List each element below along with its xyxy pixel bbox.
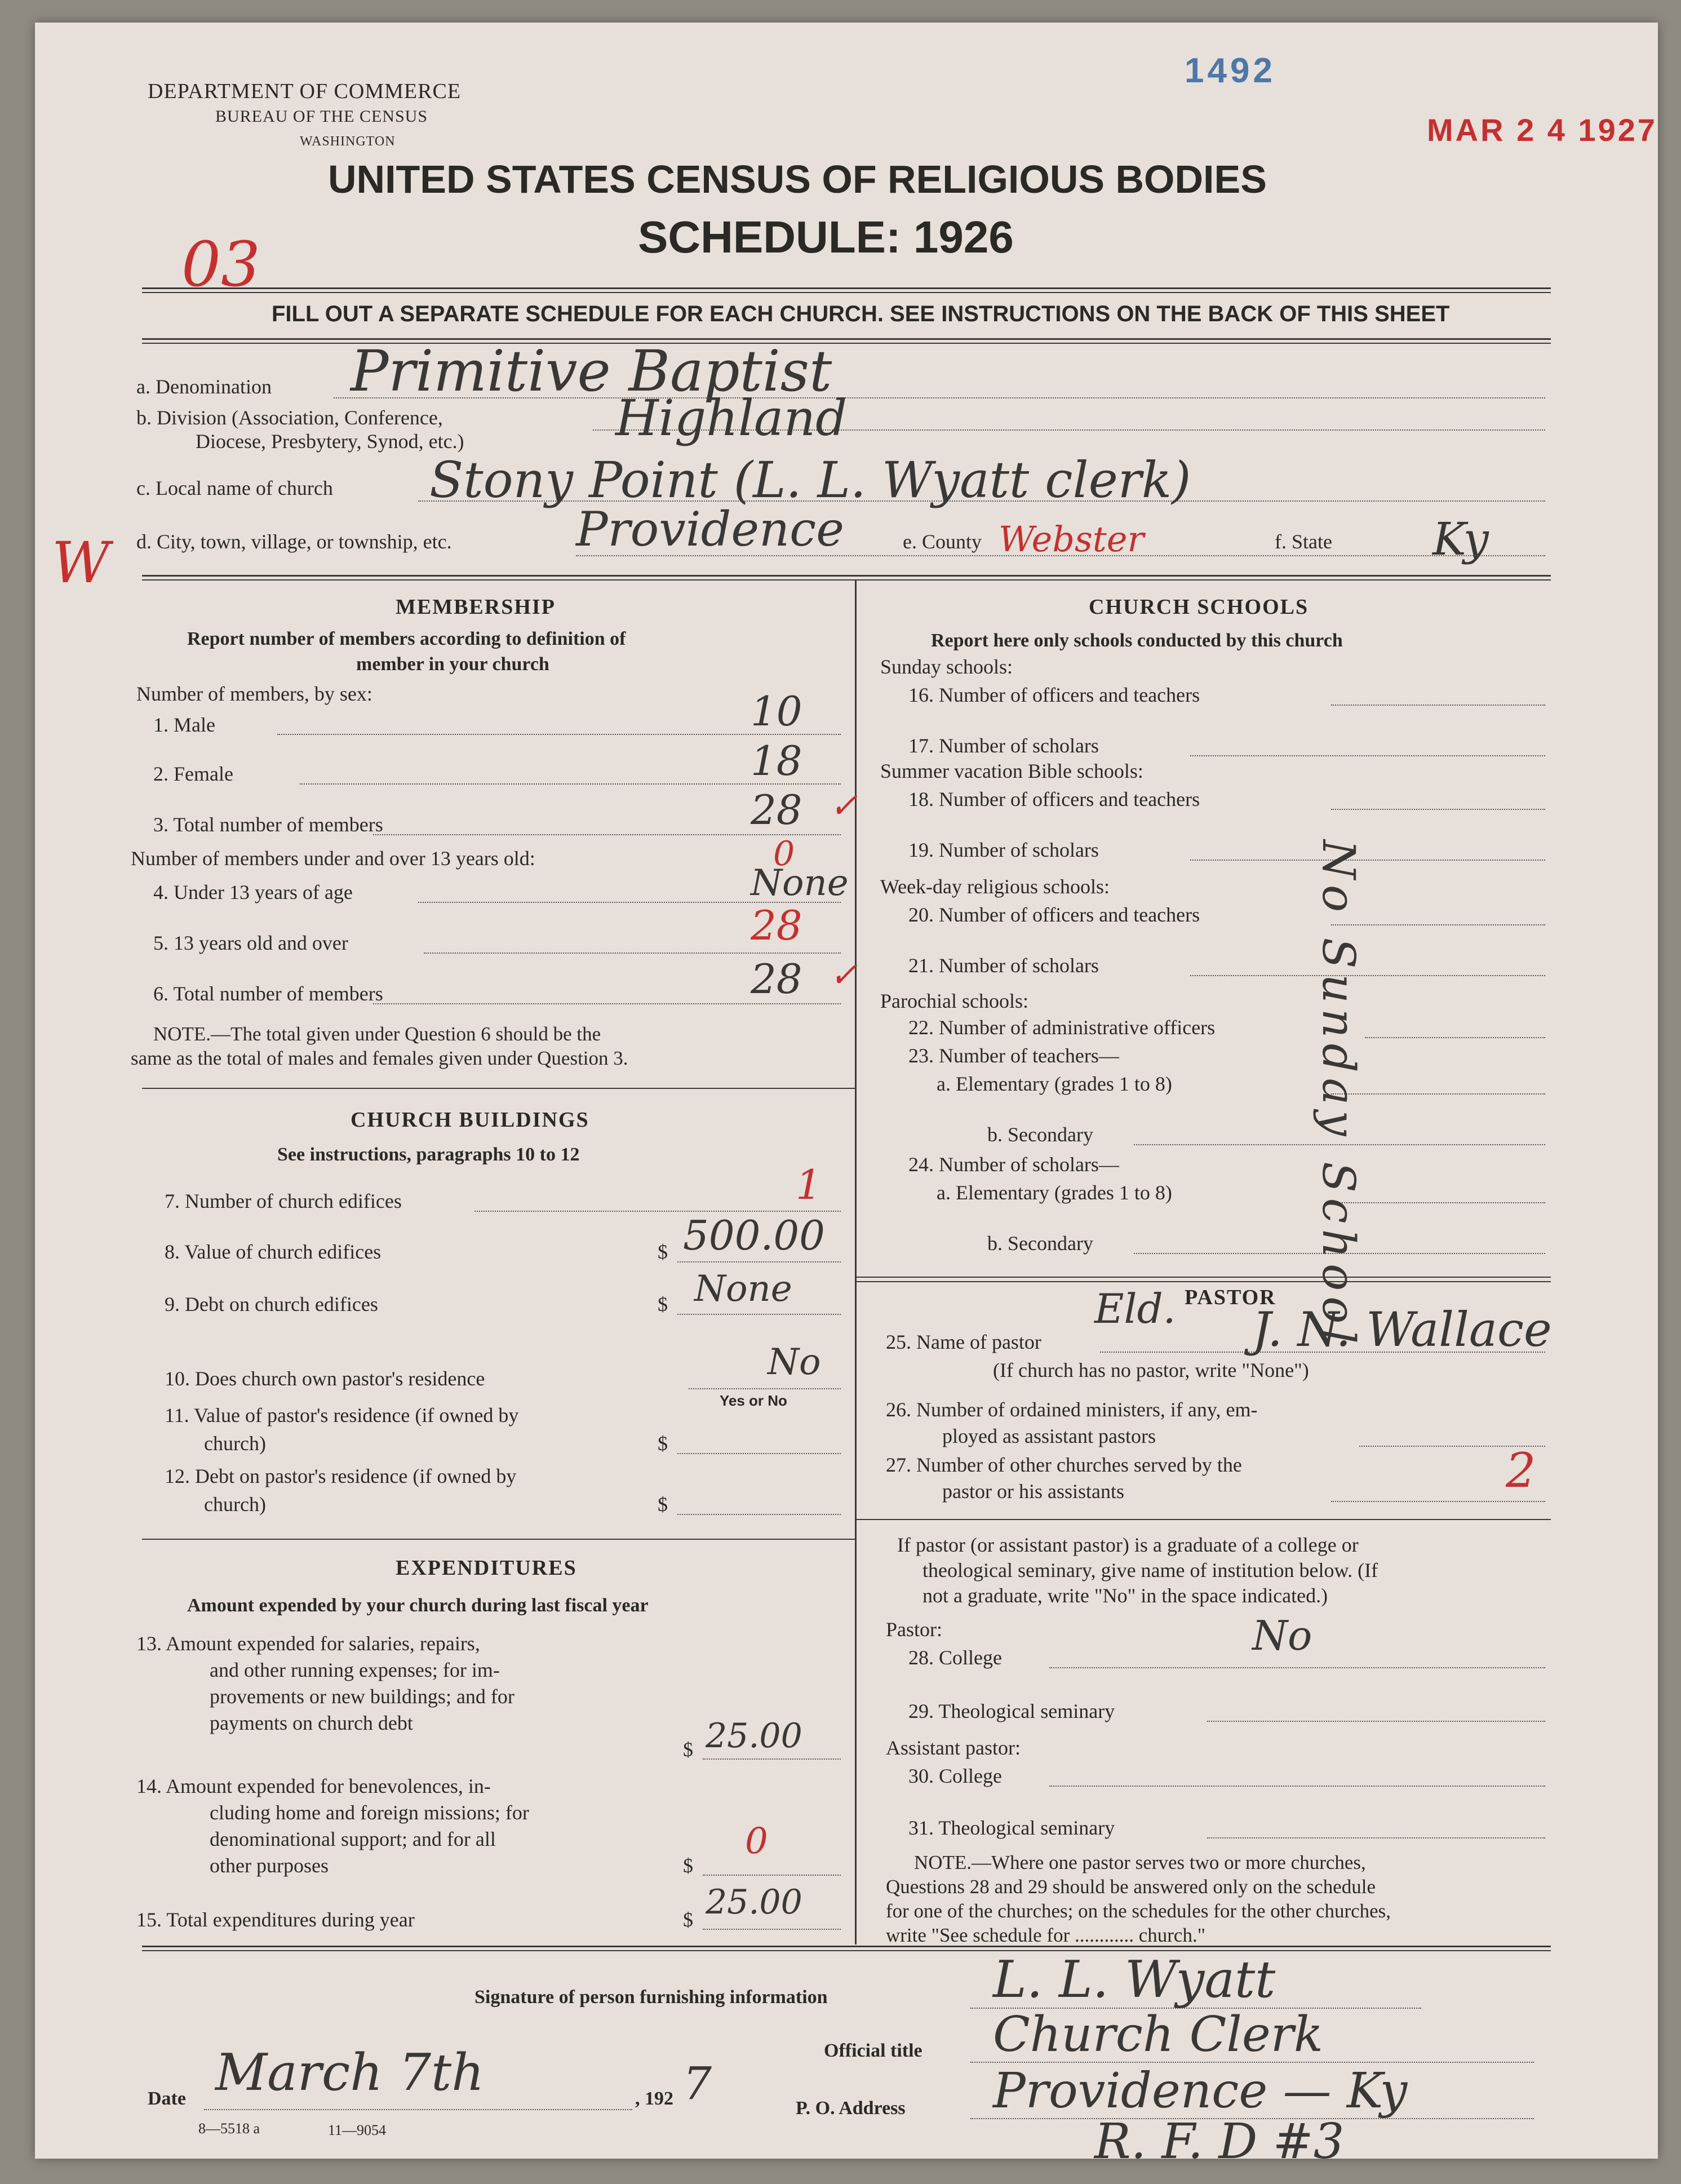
q7-value: 1 (796, 1161, 822, 1208)
q21-label: 21. Number of scholars (908, 954, 1099, 977)
q15-value: 25.00 (706, 1882, 802, 1922)
local-name-value: Stony Point (L. L. Wyatt clerk) (429, 451, 1191, 509)
pastor-heading: PASTOR (1185, 1286, 1276, 1309)
q13-value: 25.00 (706, 1716, 802, 1756)
q24b-label: b. Secondary (987, 1232, 1093, 1255)
q15-dollar: $ (683, 1908, 693, 1931)
expenditures-heading: EXPENDITURES (396, 1556, 577, 1580)
q23-label: 23. Number of teachers— (908, 1044, 1119, 1067)
membership-heading: MEMBERSHIP (396, 595, 556, 619)
q2-label: 2. Female (153, 763, 233, 785)
q10-label: 10. Does church own pastor's residence (165, 1367, 485, 1390)
local-name-label: c. Local name of church (136, 477, 333, 499)
age-group-label: Number of members under and over 13 years old: (131, 847, 535, 870)
handwritten-code: 03 (181, 228, 260, 300)
received-date-stamp: MAR 2 4 1927 (1427, 112, 1658, 148)
q28-value: No (1252, 1612, 1312, 1659)
q14-dollar: $ (683, 1854, 693, 1877)
graduate-note-2: theological seminary, give name of institution below. (If (922, 1559, 1378, 1581)
q3-label: 3. Total number of members (153, 813, 383, 836)
membership-intro-2: member in your church (356, 654, 549, 675)
city-heading: WASHINGTON (300, 134, 396, 149)
q26-label-2: ployed as assistant pastors (942, 1425, 1156, 1447)
q23b-label: b. Secondary (987, 1123, 1093, 1146)
membership-note-1: NOTE.—The total given under Question 6 should be the (153, 1023, 601, 1045)
po-address-value: Providence — Ky (993, 2063, 1408, 2119)
q11-label-2: church) (204, 1432, 266, 1455)
q25-hint: (If church has no pastor, write "None") (993, 1359, 1309, 1381)
q13-label-4: payments on church debt (210, 1712, 413, 1734)
year-suffix: 7 (683, 2057, 712, 2110)
parochial-schools-label: Parochial schools: (880, 990, 1028, 1012)
q6-value: 28 (751, 955, 802, 1003)
q31-label: 31. Theological seminary (908, 1817, 1115, 1839)
q3-value: 28 (751, 786, 802, 834)
q29-label: 29. Theological seminary (908, 1700, 1115, 1722)
q27-label-2: pastor or his assistants (942, 1480, 1124, 1503)
q14-label-2: cluding home and foreign missions; for (210, 1801, 529, 1824)
q1-value: 10 (751, 688, 802, 735)
q27-value: 2 (1506, 1443, 1536, 1498)
margin-mark: W (52, 530, 110, 596)
yes-or-no-hint: Yes or No (720, 1392, 787, 1409)
form-title: UNITED STATES CENSUS OF RELIGIOUS BODIES (328, 157, 1267, 201)
q25-label: 25. Name of pastor (886, 1331, 1041, 1353)
q4-value: None (751, 862, 849, 904)
state-label: f. State (1275, 530, 1332, 553)
q20-label: 20. Number of officers and teachers (908, 903, 1200, 926)
instruction-banner: FILL OUT A SEPARATE SCHEDULE FOR EACH CHURCH. SEE INSTRUCTIONS ON THE BACK OF THIS SHEET (272, 302, 1450, 326)
q13-label-1: 13. Amount expended for salaries, repairs, (136, 1632, 480, 1655)
assistant-pastor-label: Assistant pastor: (886, 1736, 1021, 1759)
q11-dollar: $ (658, 1432, 668, 1455)
division-label: b. Division (Association, Conference, (136, 406, 443, 429)
q13-label-3: provements or new buildings; and for (210, 1685, 514, 1708)
pastor-note-3: for one of the churches; on the schedules for the other churches, (886, 1900, 1391, 1922)
church-buildings-heading: CHURCH BUILDINGS (351, 1108, 589, 1132)
state-value: Ky (1432, 513, 1489, 565)
q14-value: 0 (745, 1820, 768, 1862)
q24-label: 24. Number of scholars— (908, 1153, 1119, 1176)
q14-label-1: 14. Amount expended for benevolences, in- (136, 1775, 491, 1797)
po-address-label: P. O. Address (796, 2098, 906, 2119)
q13-label-2: and other running expenses; for im- (210, 1659, 500, 1681)
q2-value: 18 (751, 737, 802, 785)
q9-label: 9. Debt on church edifices (165, 1293, 378, 1315)
q14-label-4: other purposes (210, 1854, 329, 1877)
division-label-2: Diocese, Presbytery, Synod, etc.) (196, 430, 464, 453)
denomination-label: a. Denomination (136, 375, 272, 398)
q8-label: 8. Value of church edifices (165, 1241, 382, 1263)
rural-route: R. F. D #3 (1094, 2114, 1345, 2159)
pastor-title: Eld. (1094, 1285, 1176, 1332)
division-value: Highland (615, 389, 848, 447)
q5-label: 5. 13 years old and over (153, 932, 348, 954)
q6-label: 6. Total number of members (153, 982, 383, 1005)
q28-label: 28. College (908, 1646, 1002, 1669)
membership-note-2: same as the total of males and females given under Question 3. (131, 1047, 628, 1069)
county-label: e. County (903, 530, 982, 553)
department-heading: DEPARTMENT OF COMMERCE (148, 79, 462, 103)
q1-label: 1. Male (153, 714, 215, 736)
q19-label: 19. Number of scholars (908, 839, 1099, 861)
signature-value: L. L. Wyatt (993, 1950, 1276, 2009)
official-title-label: Official title (824, 2040, 922, 2061)
q15-label: 15. Total expenditures during year (136, 1908, 415, 1931)
pastor-note-2: Questions 28 and 29 should be answered only on the schedule (886, 1876, 1376, 1898)
pastor-note-1: NOTE.—Where one pastor serves two or more churches, (914, 1851, 1366, 1873)
year-prefix: , 192 (635, 2088, 673, 2109)
q30-label: 30. College (908, 1765, 1002, 1787)
q22-label: 22. Number of administrative officers (908, 1016, 1216, 1039)
expenditures-intro: Amount expended by your church during last fiscal year (187, 1595, 649, 1616)
form-code: 8—5518 a (198, 2120, 260, 2137)
q9-dollar: $ (658, 1293, 668, 1315)
q13-dollar: $ (683, 1738, 693, 1761)
no-sunday-school-note: No Sunday School (1312, 840, 1365, 1350)
pastor-note-4: write "See schedule for ............ church." (886, 1924, 1206, 1946)
membership-intro-1: Report number of members according to definition of (187, 628, 626, 649)
official-title-value: Church Clerk (993, 2006, 1324, 2063)
q27-label: 27. Number of other churches served by the (886, 1454, 1242, 1476)
city-value: Providence (576, 502, 844, 557)
q12-dollar: $ (658, 1493, 668, 1516)
graduate-note-1: If pastor (or assistant pastor) is a graduate of a college or (897, 1534, 1359, 1556)
q3-check: ✓ (830, 786, 858, 826)
bureau-heading: BUREAU OF THE CENSUS (215, 107, 428, 126)
q12-label: 12. Debt on pastor's residence (if owned by (165, 1465, 517, 1487)
date-label: Date (148, 2088, 186, 2109)
q11-label: 11. Value of pastor's residence (if owned by (165, 1404, 519, 1427)
pastor-name: J. N. Wallace (1252, 1302, 1552, 1357)
schedule-year: SCHEDULE: 1926 (638, 212, 1014, 262)
file-number-stamp: 1492 (1185, 51, 1276, 90)
q24a-label: a. Elementary (grades 1 to 8) (937, 1181, 1172, 1204)
q23a-label: a. Elementary (grades 1 to 8) (937, 1073, 1172, 1095)
schools-intro: Report here only schools conducted by this church (931, 630, 1343, 651)
q8-dollar: $ (658, 1241, 668, 1263)
print-code: 11—9054 (328, 2122, 387, 2138)
q8-value: 500.00 (683, 1212, 825, 1259)
q6-check: ✓ (830, 955, 858, 995)
q7-label: 7. Number of church edifices (165, 1190, 402, 1212)
q10-value: No (768, 1341, 821, 1383)
buildings-instruction: See instructions, paragraphs 10 to 12 (277, 1144, 580, 1165)
pastor-sub-label: Pastor: (886, 1618, 943, 1641)
census-schedule-sheet (35, 23, 1658, 2159)
summer-schools-label: Summer vacation Bible schools: (880, 760, 1143, 782)
q17-label: 17. Number of scholars (908, 734, 1099, 757)
county-value: Webster (999, 519, 1145, 560)
signature-label: Signature of person furnishing information (474, 1987, 828, 2008)
weekday-schools-label: Week-day religious schools: (880, 875, 1110, 898)
graduate-note-3: not a graduate, write "No" in the space indicated.) (922, 1584, 1328, 1607)
q5-value: 28 (751, 902, 802, 949)
date-value: March 7th (215, 2043, 485, 2102)
q12-label-2: church) (204, 1493, 266, 1516)
members-by-sex-label: Number of members, by sex: (136, 683, 372, 705)
q14-label-3: denominational support; and for all (210, 1828, 496, 1850)
church-schools-heading: CHURCH SCHOOLS (1089, 595, 1309, 619)
denomination-value: Primitive Baptist (351, 338, 832, 404)
q18-label: 18. Number of officers and teachers (908, 788, 1200, 810)
q16-label: 16. Number of officers and teachers (908, 684, 1200, 706)
q4-zero: 0 (773, 834, 795, 874)
sunday-schools-label: Sunday schools: (880, 655, 1013, 678)
q26-label: 26. Number of ordained ministers, if any, em- (886, 1398, 1258, 1421)
city-label: d. City, town, village, or township, etc. (136, 530, 452, 553)
q4-label: 4. Under 13 years of age (153, 881, 353, 903)
q9-value: None (694, 1268, 792, 1310)
